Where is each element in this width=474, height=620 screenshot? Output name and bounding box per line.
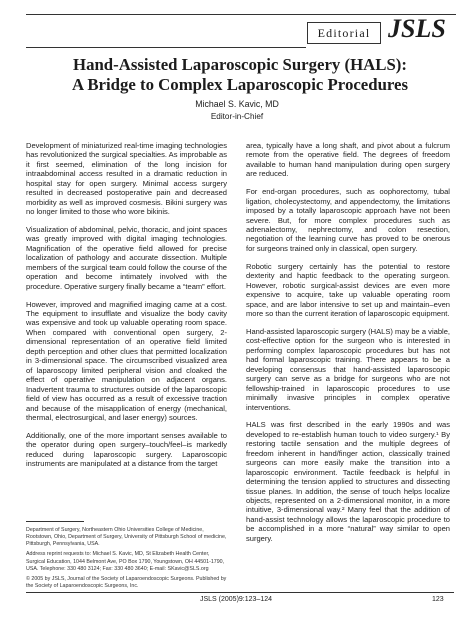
left-column — [26, 141, 227, 477]
footnote-affiliation: Department of Surgery, Northeastern Ohio Universities College of Medicine, Rootstown, Ohio, Department of Surgery, University of Pittsburgh School of medicine, Pittsburgh, Pennsylvania, USA. — [26, 527, 227, 548]
page-number: 123 — [432, 596, 444, 603]
paragraph: For end-organ procedures, such as oophorectomy, tubal ligation, cholecystectomy, and appendectomy, the limitations imposed by a totally laparoscopic approach have not been severe. But, for more complex procedures such as adrenalectomy, nephrectomy, and colon resection, negotiation of the learning curve has proved to be onerous for surgeons trained only in classical, open surgery. — [246, 187, 450, 253]
right-column — [246, 141, 450, 552]
journal-logo: JSLS — [388, 14, 446, 43]
header-rule-bottom — [26, 47, 306, 48]
section-label: Editorial — [307, 22, 381, 44]
title-line-1: Hand-Assisted Laparoscopic Surgery (HALS): — [73, 55, 407, 74]
paragraph: However, improved and magnified imaging came at a cost. The equipment to insufflate and visualize the body cavity was expensive and took up valuable operating room space. When compared with conventional open surgery, 2-dimensional representation of an operative field limited depth perception and other clues that permitted localization in 3-dimensional space. The circumscribed visualized area of laparoscopy limited peripheral vision and cloaked the effect of operative manipulation on adjacent organs. Inadvertent trauma to structures outside of the laparoscopic field of view has occurred as a result of excessive traction and because of the misapplication of energy (mechanical, thermal, electrosurgical, and laser energy) sources. — [26, 299, 227, 423]
footnote-rule — [26, 521, 84, 522]
paragraph: Development of miniaturized real-time imaging technologies has revolutionized the surgical specialties. As improbable as it first seemed, elimination of the long incision for intraabdominal access resulted in a dramatic reduction in hospital stay for open surgery. Minimal access surgery resulted in decreased postoperative pain and decreased morbidity as well as improved cosmesis. Bikini surgery was no longer limited to those who wore bikinis. — [26, 141, 227, 217]
footer-rule — [26, 592, 454, 593]
paragraph: Visualization of abdominal, pelvic, thoracic, and joint spaces was greatly improved with digital imaging technologies. Magnification of the operative field allowed for precise localization of pathology and accurate dissection. Multiple members of the surgical team could follow the course of the operation and become intimately involved with the procedure. Operative surgery finally became a “team” effort. — [26, 225, 227, 291]
paragraph: area, typically have a long shaft, and pivot about a fulcrum remote from the operative field. The degrees of freedom available to human hand manipulation during open surgery are reduced. — [246, 141, 450, 179]
paragraph: HALS was first described in the early 1990s and was developed to re-establish human touch to video surgery.¹ By restoring tactile sensation and the multiple degrees of freedom inherent in hand/finger action, classically trained surgeons can more easily make the transition into a laparoscopic environment. Tactile feedback is helpful in determining the tension applied to structures and dissecting tissue planes. In addition, the sense of touch helps localize objects, represented on a 2-dimensional monitor, in a more intuitive, 3-dimensional way.² Many feel that the addition of hand-assist technology allows the laparoscopic procedure to be accomplished in a more “natural” way similar to open surgery. — [246, 420, 450, 543]
author-role: Editor-in-Chief — [210, 112, 264, 121]
footnotes — [26, 527, 229, 593]
author-name: Michael S. Kavic, MD — [195, 99, 279, 109]
footnote-address: Address reprint requests to: Michael S. Kavic, MD, St Elizabeth Health Center, Surgical Education, 1044 Belmont Ave, PO Box 1790, Youngstown, OH 44501-1790, USA. Telephone: 330 480 3124; Fax: 330 480 3640; E-mail: SKavic@SLS.org — [26, 551, 225, 572]
journal-citation: JSLS (2005)9:123–124 — [200, 596, 272, 603]
article-title — [40, 55, 440, 95]
paragraph: Hand-assisted laparoscopic surgery (HALS) may be a viable, cost-effective option for the surgeon who is interested in performing complex laparoscopic procedures but has not had formal laparoscopic training. There appears to be a developing consensus that hand-assisted laparoscopic surgery can serve as a bridge for surgeons who are not fellowship-trained in laparoscopic procedures to use minimally invasive principles in complex operative interventions. — [246, 326, 450, 412]
paragraph: Additionally, one of the more important senses available to the operator during open surgery–touch/feel–is markedly reduced during laparoscopic surgery. Laparoscopic instruments are manipulated at a distance from the target — [26, 430, 227, 469]
footnote-copyright: © 2005 by JSLS, Journal of the Society of Laparoendoscopic Surgeons. Published by the Society of Laparoendoscopic Surgeons, Inc. — [26, 575, 227, 590]
paragraph: Robotic surgery certainly has the potential to restore dexterity and haptic feedback to the operating surgeon. However, robotic surgical-assist devices are even more expensive to acquire, take up valuable operating room space, and are labor intensive to set up and maintain–even more so than the current iteration of laparoscopic equipment. — [246, 261, 450, 319]
title-line-2: A Bridge to Complex Laparoscopic Procedures — [71, 75, 409, 94]
